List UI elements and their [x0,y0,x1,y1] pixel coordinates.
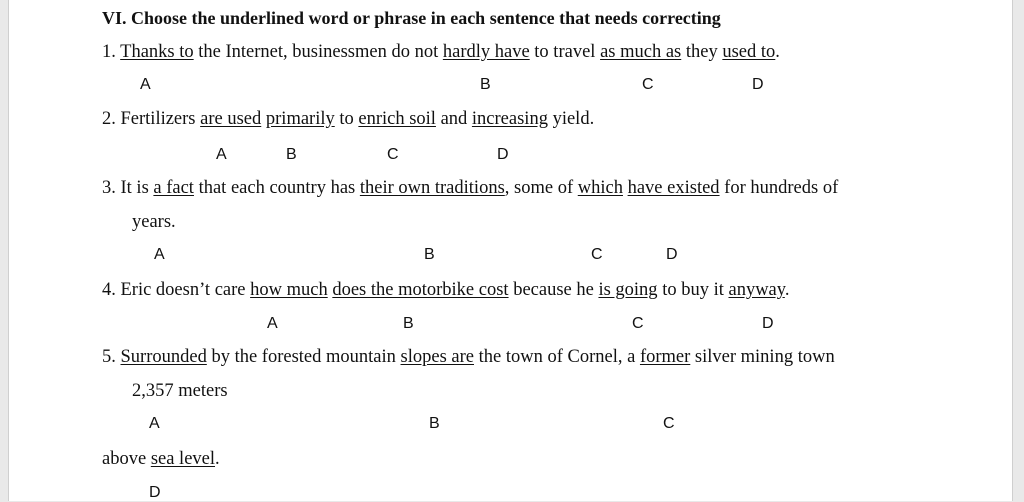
q2-option-c[interactable]: enrich soil [358,109,436,129]
q3-label-b: B [424,246,435,263]
q3-option-a[interactable]: a fact [153,178,194,198]
q2-label-a: A [216,146,227,163]
q1-number: 1. [102,42,121,62]
q4-option-c[interactable]: is going [598,280,658,300]
q4-label-c: C [632,315,644,332]
q5-text: . [215,449,220,469]
q3-text: 3. It is [102,178,154,198]
q1-option-c[interactable]: as much as [600,42,682,62]
q1-label-a: A [140,76,151,93]
q4-label-d: D [762,315,774,332]
q5-line-3 [102,448,220,470]
q3-text: that each country has [193,178,360,198]
q5-option-c[interactable]: former [639,347,691,367]
q4-text: . [784,280,790,300]
q1-text: the Internet, businessmen do not [193,42,443,62]
q3-option-c[interactable]: which [577,178,623,198]
q4-label-a: A [267,315,278,332]
q1-text: they [681,42,723,62]
q4-option-b[interactable]: does the motorbike cost [332,280,509,300]
q3-label-c: C [591,246,603,263]
question-3 [102,177,838,199]
q1-label-b: B [480,76,491,93]
q5-option-d[interactable]: sea level [150,449,216,469]
document-page [8,0,1013,501]
q5-label-a: A [149,415,160,432]
q1-option-a[interactable]: Thanks to [120,42,194,62]
q1-label-c: C [642,76,654,93]
q2-text: and [435,109,472,129]
q5-label-c: C [663,415,675,432]
question-4 [102,279,789,301]
q5-continuation: 2,357 meters [132,381,228,401]
q3-text: , some of [504,178,578,198]
q5-label-b: B [429,415,440,432]
q5-option-a[interactable]: Surrounded [120,347,207,367]
q4-option-a[interactable]: how much [250,280,328,300]
q1-text: to travel [529,42,601,62]
q4-text: because he [508,280,599,300]
q4-label-b: B [403,315,414,332]
q2-text: yield. [547,109,595,129]
q5-text: the town of Cornel, a [474,347,640,367]
q4-text: to buy it [657,280,729,300]
question-1 [102,41,780,63]
q1-option-b[interactable]: hardly have [442,42,530,62]
question-2 [102,108,594,130]
q2-option-a[interactable]: are used [200,109,262,129]
q5-option-b[interactable]: slopes are [400,347,474,367]
q4-option-d[interactable]: anyway [728,280,785,300]
q3-option-d[interactable]: have existed [627,178,720,198]
section-heading: VI. Choose the underlined word or phrase in each sentence that needs correcting [102,8,721,28]
q2-option-d[interactable]: increasing [471,109,548,129]
q5-label-d: D [149,484,161,501]
question-5 [102,346,835,368]
q5-text: above [102,449,151,469]
q3-continuation: years. [132,212,176,232]
q3-option-b[interactable]: their own traditions [359,178,505,198]
q5-text: silver mining town [690,347,835,367]
q2-label-d: D [497,146,509,163]
q2-text: 2. Fertilizers [102,109,201,129]
q1-option-d[interactable]: used to [722,42,776,62]
q1-label-d: D [752,76,764,93]
q2-text: to [334,109,359,129]
q2-option-b[interactable]: primarily [265,109,335,129]
q2-label-b: B [286,146,297,163]
q3-label-a: A [154,246,165,263]
q3-label-d: D [666,246,678,263]
q4-text: 4. Eric doesn’t care [102,280,251,300]
q2-label-c: C [387,146,399,163]
q3-text: for hundreds of [719,178,839,198]
q5-number: 5. [102,347,121,367]
q5-text: by the forested mountain [206,347,401,367]
q1-text: . [775,42,780,62]
